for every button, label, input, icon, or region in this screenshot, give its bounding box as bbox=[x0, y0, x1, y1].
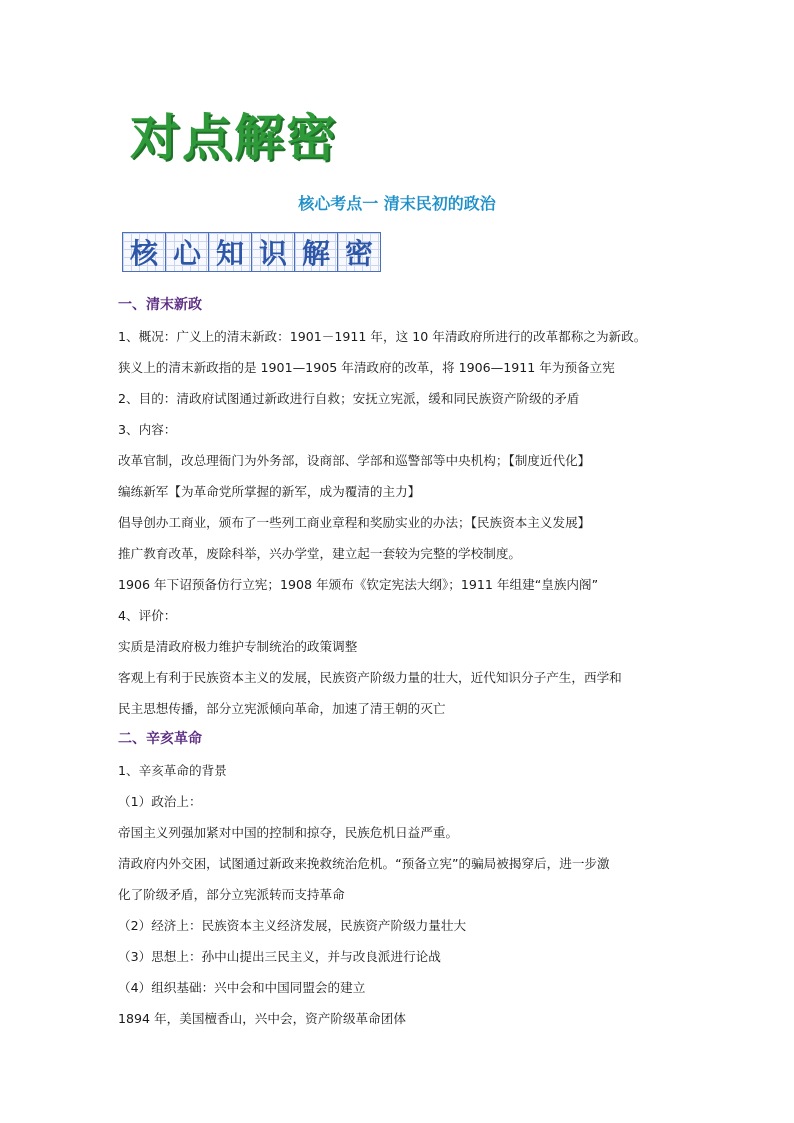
body-line: 倡导创办工商业，颁布了一些列工商业章程和奖励实业的办法；【民族资本主义发展】 bbox=[118, 515, 591, 530]
knowledge-badge bbox=[122, 232, 380, 272]
badge-char: 知 bbox=[208, 232, 252, 272]
body-line: 2、目的：清政府试图通过新政进行自救；安抚立宪派，缓和同民族资产阶级的矛盾 bbox=[118, 391, 580, 406]
body-line: 推广教育改革，废除科举，兴办学堂，建立起一套较为完整的学校制度。 bbox=[118, 546, 521, 561]
body-line: 1906 年下诏预备仿行立宪；1908 年颁布《钦定宪法大纲》；1911 年组建“皇族内阁” bbox=[118, 577, 599, 592]
body-line: 1、概况：广义上的清末新政：1901－1911 年，这 10 年清政府所进行的改革都称之为新政。 bbox=[118, 329, 647, 344]
body-line: 实质是清政府极力维护专制统治的政策调整 bbox=[118, 639, 358, 654]
body-line: 清政府内外交困，试图通过新政来挽救统治危机。“预备立宪”的骗局被揭穿后，进一步激 bbox=[118, 856, 610, 871]
badge-char: 识 bbox=[251, 232, 295, 272]
body-line: （3）思想上：孙中山提出三民主义，并与改良派进行论战 bbox=[118, 949, 441, 964]
body-line: 民主思想传播，部分立宪派倾向革命，加速了清王朝的灭亡 bbox=[118, 701, 446, 716]
body-line: 4、评价： bbox=[118, 608, 177, 623]
body-line: 狭义上的清末新政指的是 1901—1905 年清政府的改革，将 1906—1911 年为预备立宪 bbox=[118, 360, 615, 375]
badge-char: 解 bbox=[294, 232, 338, 272]
section-title: 核心考点一 清末民初的政治 bbox=[298, 194, 496, 213]
body-line: 帝国主义列强加紧对中国的控制和掠夺，民族危机日益严重。 bbox=[118, 825, 459, 840]
body-text bbox=[118, 290, 678, 1034]
body-line: （4）组织基础：兴中会和中国同盟会的建立 bbox=[118, 980, 366, 995]
body-line: （2）经济上：民族资本主义经济发展，民族资产阶级力量壮大 bbox=[118, 918, 467, 933]
body-line: 客观上有利于民族资本主义的发展，民族资产阶级力量的壮大，近代知识分子产生，西学和 bbox=[118, 670, 622, 685]
body-line: 1894 年，美国檀香山，兴中会，资产阶级革命团体 bbox=[118, 1011, 406, 1026]
body-line: （1）政治上： bbox=[118, 794, 202, 809]
badge-char: 密 bbox=[337, 232, 381, 272]
body-line: 1、辛亥革命的背景 bbox=[118, 763, 227, 778]
body-line: 化了阶级矛盾，部分立宪派转而支持革命 bbox=[118, 887, 345, 902]
badge-char: 心 bbox=[165, 232, 209, 272]
body-line: 编练新军【为革命党所掌握的新军，成为覆清的主力】 bbox=[118, 484, 421, 499]
body-line: 3、内容： bbox=[118, 422, 177, 437]
banner-title: 对点解密 bbox=[130, 108, 338, 167]
badge-char: 核 bbox=[122, 232, 166, 272]
section-heading: 一、清末新政 bbox=[118, 297, 202, 313]
section-heading: 二、辛亥革命 bbox=[118, 731, 202, 747]
body-line: 改革官制，改总理衙门为外务部，设商部、学部和巡警部等中央机构；【制度近代化】 bbox=[118, 453, 591, 468]
